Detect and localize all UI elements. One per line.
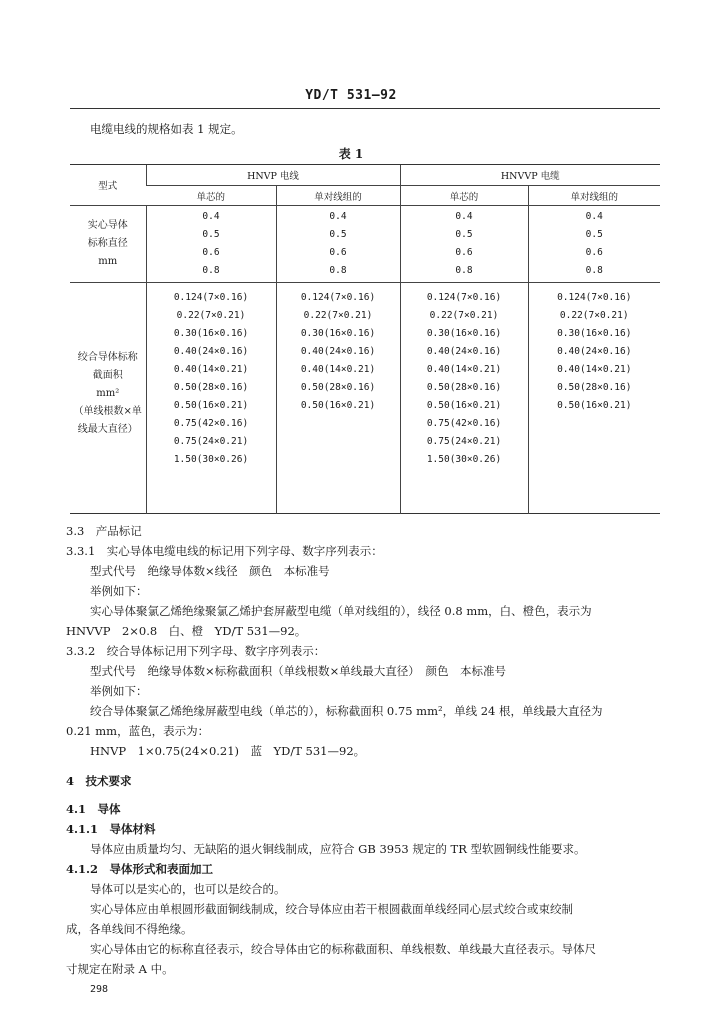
paragraph-line: HNVVP 2×0.8 白、橙 YD/T 531—92。 (66, 624, 307, 638)
table-cell: 0.4 0.5 0.6 0.8 (276, 206, 400, 283)
subcol-header: 单芯的 (400, 186, 528, 206)
section-heading: 4 技术要求 (66, 774, 132, 788)
paragraph-line: 实心导体聚氯乙烯绝缘聚氯乙烯护套屏蔽型电缆（单对线组的），线径 0.8 mm，白、橙色，表示为 (90, 604, 592, 618)
header-rule (70, 108, 660, 109)
table-title: 表 1 (338, 147, 364, 161)
section-heading: 3.3 产品标记 (66, 524, 142, 538)
paragraph-line: 绞合导体聚氯乙烯绝缘屏蔽型电线（单芯的），标称截面积 0.75 mm²，单线 24 根，单线最大直径为 (90, 704, 603, 718)
section-heading: 4.1.1 导体材料 (66, 822, 156, 836)
paragraph-line: 成，各单线间不得绝缘。 (66, 922, 193, 936)
paragraph-line: 0.21 mm，蓝色，表示为： (66, 724, 210, 738)
row-label-solid: 实心导体 标称直径 mm (70, 206, 146, 283)
spec-table (70, 164, 660, 514)
row-label-stranded: 绞合导体标称 截面积 mm² （单线根数×单 线最大直径） (70, 283, 146, 514)
col-model-header: 型式 (70, 165, 146, 206)
section-heading: 4.1.2 导体形式和表面加工 (66, 862, 214, 876)
table-cell: 0.4 0.5 0.6 0.8 (528, 206, 660, 283)
subcol-header: 单芯的 (146, 186, 276, 206)
paragraph-line: HNVP 1×0.75(24×0.21) 蓝 YD/T 531—92。 (90, 744, 366, 758)
format-line: 型式代号 绝缘导体数×线径 颜色 本标准号 (90, 564, 330, 578)
table-cell: 0.124(7×0.16) 0.22(7×0.21) 0.30(16×0.16) 0.40(24×0.16) 0.40(14×0.21) 0.50(28×0.16) 0.50(16×0.21) (528, 283, 660, 514)
table-cell: 0.124(7×0.16) 0.22(7×0.21) 0.30(16×0.16) 0.40(24×0.16) 0.40(14×0.21) 0.50(28×0.16) 0.50(16×0.21) 0.75(42×0.16) 0.75(24×0.21) 1.50(30×0.26) (400, 283, 528, 514)
example-lead: 举例如下： (90, 684, 148, 698)
subcol-header: 单对线组的 (528, 186, 660, 206)
group-hnvvp-header: HNVVP 电缆 (400, 165, 660, 186)
group-hnvp-header: HNVP 电线 (146, 165, 400, 186)
table-cell: 0.4 0.5 0.6 0.8 (400, 206, 528, 283)
format-line: 型式代号 绝缘导体数×标称截面积（单线根数×单线最大直径） 颜色 本标准号 (90, 664, 507, 678)
intro-text: 电缆电线的规格如表 1 规定。 (90, 122, 243, 136)
example-lead: 举例如下： (90, 584, 148, 598)
standard-header: YD/T 531—92 (305, 88, 397, 103)
section-heading: 3.3.2 绞合导体标记用下列字母、数字序列表示： (66, 644, 326, 658)
paragraph-line: 导体应由质量均匀、无缺陷的退火铜线制成，应符合 GB 3953 规定的 TR 型软圆铜线性能要求。 (90, 842, 586, 856)
paragraph-line: 实心导体应由单根圆形截面铜线制成，绞合导体应由若干根圆截面单线经同心层式绞合或束绞制 (90, 902, 573, 916)
paragraph-line: 实心导体由它的标称直径表示，绞合导体由它的标称截面积、单线根数、单线最大直径表示。导体尺 (90, 942, 596, 956)
table-cell: 0.124(7×0.16) 0.22(7×0.21) 0.30(16×0.16) 0.40(24×0.16) 0.40(14×0.21) 0.50(28×0.16) 0.50(16×0.21) (276, 283, 400, 514)
paragraph-line: 寸规定在附录 A 中。 (66, 962, 174, 976)
table-cell: 0.4 0.5 0.6 0.8 (146, 206, 276, 283)
table-cell: 0.124(7×0.16) 0.22(7×0.21) 0.30(16×0.16) 0.40(24×0.16) 0.40(14×0.21) 0.50(28×0.16) 0.50(16×0.21) 0.75(42×0.16) 0.75(24×0.21) 1.50(30×0.26) (146, 283, 276, 514)
section-heading: 4.1 导体 (66, 802, 121, 816)
paragraph-line: 导体可以是实心的，也可以是绞合的。 (90, 882, 286, 896)
subcol-header: 单对线组的 (276, 186, 400, 206)
section-heading: 3.3.1 实心导体电缆电线的标记用下列字母、数字序列表示： (66, 544, 383, 558)
page-number: 298 (90, 984, 109, 995)
